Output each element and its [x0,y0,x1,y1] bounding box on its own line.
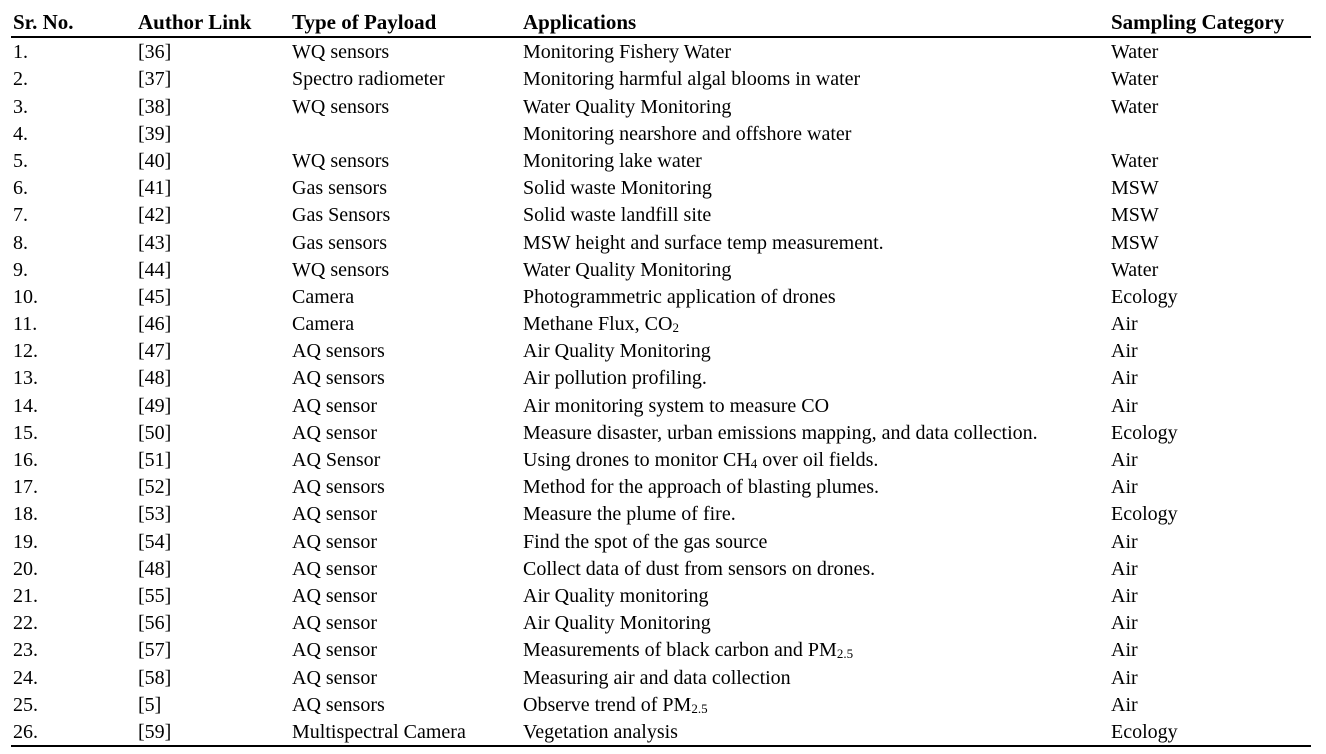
table-row [11,663,1311,690]
cell-sr-no: 4. [13,122,28,145]
application-subscript: 2.5 [691,700,708,716]
cell-author-link: [47] [138,340,172,363]
application-text: Air pollution profiling. [523,367,707,390]
table-row [11,65,1311,92]
table-row [11,201,1311,228]
cell-payload: AQ sensor [292,666,377,689]
cell-author-link: [40] [138,149,172,172]
cell-application [523,201,1111,228]
cell-payload: WQ sensors [292,95,390,118]
application-text: Solid waste Monitoring [523,177,712,200]
cell-payload: AQ sensor [292,503,377,526]
application-text: Measure disaster, urban emissions mapping, and data collection. [523,421,1038,444]
cell-sampling-category: Air [1111,313,1138,336]
application-text: Monitoring Fishery Water [523,41,731,64]
cell-sampling-category: Air [1111,612,1138,635]
cell-application [523,527,1111,554]
cell-author-link: [45] [138,285,172,308]
application-text: Collect data of dust from sensors on drones. [523,557,876,580]
header-type-of-payload: Type of Payload [292,10,437,34]
cell-application [523,419,1111,446]
application-text: Measuring air and data collection [523,666,791,689]
cell-sampling-category: Water [1111,68,1159,91]
cell-sampling-category: Ecology [1111,503,1178,526]
application-text: Water Quality Monitoring [523,95,732,118]
cell-author-link: [43] [138,231,172,254]
table-row [11,419,1311,446]
application-text: Solid waste landfill site [523,204,712,227]
cell-sr-no: 26. [13,720,38,743]
header-applications: Applications [523,10,637,34]
cell-author-link: [55] [138,584,172,607]
cell-sampling-category: MSW [1111,204,1159,227]
application-text: Find the spot of the gas source [523,530,768,553]
cell-payload: WQ sensors [292,41,390,64]
cell-application [523,147,1111,174]
cell-application [523,582,1111,609]
cell-payload: AQ sensor [292,421,377,444]
cell-sr-no: 16. [13,449,38,471]
application-text: Measurements of black carbon and PM [523,639,837,662]
cell-sampling-category [1111,120,1311,147]
cell-sr-no: 14. [13,394,38,417]
cell-sr-no: 7. [13,204,28,227]
cell-author-link: [42] [138,204,172,227]
table-body [11,37,1311,746]
cell-sr-no: 2. [13,68,28,91]
table-row [11,337,1311,364]
cell-sampling-category: Air [1111,666,1138,689]
payload-table [11,8,1311,747]
cell-sampling-category: Air [1111,340,1138,363]
table-row [11,636,1311,663]
cell-payload: Camera [292,313,355,336]
table-row [11,37,1311,65]
cell-application [523,310,1111,337]
cell-sampling-category: Air [1111,476,1138,499]
table-row [11,174,1311,201]
cell-sampling-category: Air [1111,530,1138,553]
cell-sr-no: 25. [13,693,38,716]
header-row [11,8,1311,37]
cell-sr-no: 3. [13,95,28,118]
application-text-tail: over oil fields. [757,449,879,471]
cell-payload: AQ sensor [292,530,377,553]
table-row [11,555,1311,582]
cell-sampling-category: Air [1111,394,1138,417]
cell-application [523,92,1111,119]
cell-application [523,555,1111,582]
cell-application [523,391,1111,418]
cell-author-link: [48] [138,557,172,580]
table-row [11,691,1311,718]
payload-table-container [11,8,1311,747]
cell-payload: Camera [292,285,355,308]
cell-sampling-category: MSW [1111,231,1159,254]
application-subscript: 2 [672,320,679,336]
cell-application [523,283,1111,310]
cell-author-link: [36] [138,41,172,64]
cell-sr-no: 6. [13,177,28,200]
application-text: Observe trend of PM [523,693,692,716]
cell-application [523,691,1111,718]
cell-sr-no: 13. [13,367,38,390]
table-row [11,92,1311,119]
cell-sampling-category: Water [1111,258,1159,281]
table-row [11,310,1311,337]
cell-sampling-category: Ecology [1111,285,1178,308]
cell-application [523,174,1111,201]
cell-application [523,37,1111,65]
cell-application [523,364,1111,391]
cell-payload: AQ sensors [292,693,385,716]
cell-author-link: [51] [138,449,172,471]
cell-application [523,65,1111,92]
cell-payload: WQ sensors [292,149,390,172]
cell-payload: WQ sensors [292,258,390,281]
cell-sampling-category: Air [1111,557,1138,580]
cell-sr-no: 18. [13,503,38,526]
application-text: Methane Flux, CO [523,313,673,336]
table-row [11,283,1311,310]
cell-payload: Gas Sensors [292,204,391,227]
cell-sr-no: 8. [13,231,28,254]
cell-payload: AQ sensor [292,639,377,662]
cell-payload: AQ sensor [292,394,377,417]
cell-sampling-category: Ecology [1111,421,1178,444]
cell-author-link: [49] [138,394,172,417]
cell-sr-no: 12. [13,340,38,363]
cell-application [523,718,1111,746]
table-row [11,364,1311,391]
table-row [11,228,1311,255]
table-row [11,256,1311,283]
cell-application [523,446,1111,473]
cell-author-link: [50] [138,421,172,444]
cell-author-link: [37] [138,68,172,91]
application-text: Measure the plume of fire. [523,503,736,526]
cell-payload: AQ Sensor [292,449,381,471]
cell-sampling-category: Water [1111,95,1159,118]
cell-application [523,473,1111,500]
application-text: Air Quality Monitoring [523,612,711,635]
cell-application [523,228,1111,255]
cell-author-link: [57] [138,639,172,662]
cell-author-link: [52] [138,476,172,499]
cell-payload: Spectro radiometer [292,68,445,91]
cell-application [523,500,1111,527]
cell-sr-no: 20. [13,557,38,580]
cell-application [523,663,1111,690]
table-header [11,8,1311,37]
cell-sampling-category: Air [1111,449,1138,471]
table-row [11,147,1311,174]
cell-sampling-category: MSW [1111,177,1159,200]
cell-sr-no: 17. [13,476,38,499]
cell-sampling-category: Air [1111,584,1138,607]
cell-author-link: [41] [138,177,172,200]
cell-sr-no: 19. [13,530,38,553]
cell-payload: Multispectral Camera [292,720,466,743]
cell-application [523,120,1111,147]
cell-application [523,337,1111,364]
cell-sr-no: 24. [13,666,38,689]
cell-payload: AQ sensor [292,557,377,580]
cell-author-link: [58] [138,666,172,689]
cell-sampling-category: Air [1111,693,1138,716]
cell-sr-no: 22. [13,612,38,635]
cell-author-link: [53] [138,503,172,526]
table-row [11,582,1311,609]
cell-payload: AQ sensors [292,340,385,363]
cell-sr-no: 23. [13,639,38,662]
cell-payload: AQ sensor [292,612,377,635]
header-sampling-category: Sampling Category [1111,10,1285,34]
application-text: Monitoring nearshore and offshore water [523,122,852,145]
cell-sampling-category: Air [1111,639,1138,662]
table-row [11,391,1311,418]
cell-author-link: [56] [138,612,172,635]
application-text: Air Quality Monitoring [523,340,711,363]
cell-sampling-category: Water [1111,41,1159,64]
header-author-link: Author Link [138,10,252,34]
table-row [11,446,1311,473]
application-text: Water Quality Monitoring [523,258,732,281]
cell-payload: Gas sensors [292,177,387,200]
cell-author-link: [39] [138,122,172,145]
table-row [11,527,1311,554]
cell-sr-no: 9. [13,258,28,281]
cell-application [523,636,1111,663]
cell-author-link: [46] [138,313,172,336]
cell-author-link: [59] [138,720,172,743]
cell-sampling-category: Ecology [1111,720,1178,743]
cell-author-link: [5] [138,693,162,716]
cell-sr-no: 10. [13,285,38,308]
application-text: Air monitoring system to measure CO [523,394,830,417]
cell-payload: AQ sensors [292,367,385,390]
cell-author-link: [44] [138,258,172,281]
cell-sr-no: 1. [13,41,28,64]
application-text: Method for the approach of blasting plumes. [523,476,880,499]
cell-sampling-category: Air [1111,367,1138,390]
cell-author-link: [54] [138,530,172,553]
application-text: MSW height and surface temp measurement. [523,231,884,254]
table-row [11,609,1311,636]
application-text: Photogrammetric application of drones [523,285,836,308]
application-text: Monitoring harmful algal blooms in water [523,68,861,91]
application-subscript: 4 [750,456,758,471]
cell-application [523,609,1111,636]
cell-sr-no: 15. [13,421,38,444]
cell-payload [292,120,523,147]
cell-sampling-category: Water [1111,149,1159,172]
application-text: Using drones to monitor CH [523,449,751,471]
application-text: Monitoring lake water [523,149,702,172]
application-text: Vegetation analysis [523,720,678,743]
cell-sr-no: 5. [13,149,28,172]
application-subscript: 2.5 [836,646,854,662]
cell-application [523,256,1111,283]
application-text: Air Quality monitoring [523,584,709,607]
cell-author-link: [38] [138,95,172,118]
table-row [11,473,1311,500]
cell-payload: AQ sensor [292,584,377,607]
table-row [11,120,1311,147]
header-sr-no: Sr. No. [13,10,74,34]
cell-payload: Gas sensors [292,231,387,254]
cell-author-link: [48] [138,367,172,390]
table-row [11,500,1311,527]
cell-sr-no: 21. [13,584,38,607]
table-row [11,718,1311,746]
cell-sr-no: 11. [13,313,38,336]
cell-payload: AQ sensors [292,476,385,499]
